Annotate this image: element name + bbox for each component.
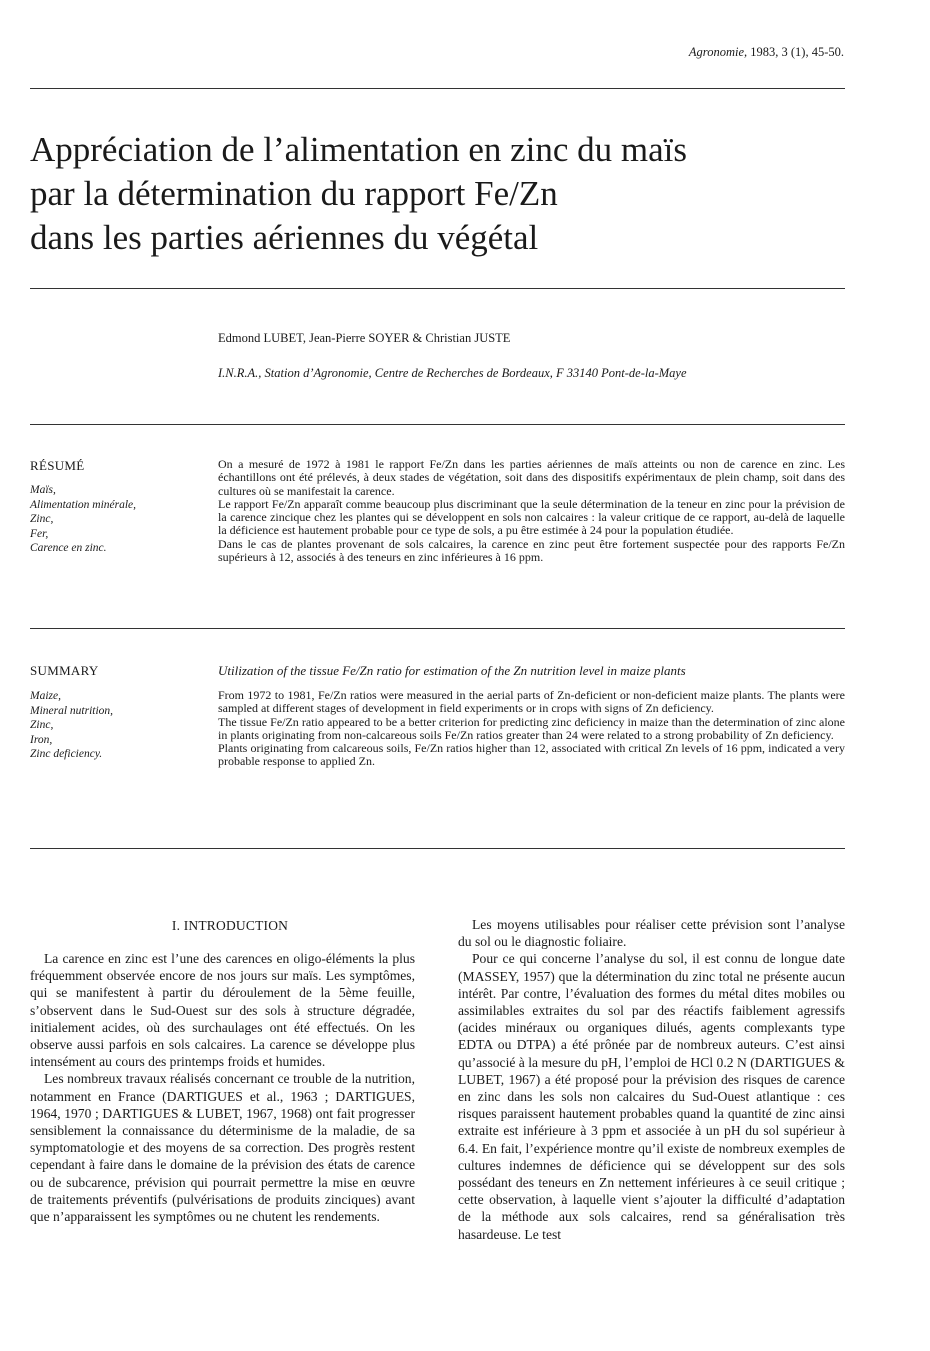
- journal-name: Agronomie,: [688, 45, 748, 59]
- summary-paragraph: From 1972 to 1981, Fe/Zn ratios were measured in the aerial parts of Zn-deficient or non-deficient maize plants. The plants were sampled at different stages of development in field experiments or in crops with signs of Zn deficiency.: [218, 688, 845, 716]
- intro-paragraph: Les moyens utilisables pour réaliser cette prévision sont l’analyse du sol ou le diagnostic foliaire.: [458, 917, 845, 950]
- keyword: Zinc,: [30, 513, 54, 525]
- resume-text: [218, 458, 845, 564]
- intro-paragraph: La carence en zinc est l’une des carences en oligo-éléments la plus fréquemment observée encore de nos jours sur maïs. Les symptômes, qui se manifestent à partir du déroulement de la 5ème feuille, s’observent dans le Sud-Ouest sur des sols à structure dégradée, initialement acides, où des surchaulages ont été effectués. On les observe aussi parfois en sols calcaires. La carence se développe plus intensément au cours des printemps froids et humides.: [30, 951, 415, 1070]
- intro-paragraph: Pour ce qui concerne l’analyse du sol, il est connu de longue date (MASSEY, 1957) que la détermination du zinc total ne présente aucun intérêt. Par contre, l’évaluation des formes du métal dites mobiles ou assimilables extraites du sol par des réactifs faiblement agressifs (acides minéraux ou organiques dilués, agents complexants type EDTA ou DTPA) a été prônée par de nombreux auteurs. C’est ainsi qu’associé à la mesure du pH, l’emploi de HCl 0.2 N (DARTIGUES & LUBET, 1967) a été proposé pour la prévision des risques de carence en zinc dans les sols non calcaires du Sud-Ouest atlantique : ces risques paraissent hautement probables quand la quantité de zinc ainsi extraite est inférieure à 3 ppm et associée à un pH du sol supérieur à 6.4. En fait, l’expérience montre qu’il existe de nombreux exemples de cultures indemnes de déficience qui se développent sur des sols possédant des teneurs en Zn nettement inférieures à ce seuil critique ; cette observation, à laquelle vient s’ajouter la difficulté d’adaptation de la méthode aux sols calcaires, rend sa généralisation très hasardeuse. Le test: [458, 951, 845, 1242]
- summary-paragraph: Plants originating from calcareous soils, Fe/Zn ratios higher than 12, associated with critical Zn levels of 16 ppm, indicated a very probable response to applied Zn.: [218, 741, 845, 769]
- resume-keywords: [30, 483, 210, 556]
- introduction-heading: I. INTRODUCTION: [171, 918, 289, 933]
- intro-paragraph: Les nombreux travaux réalisés concernant ce trouble de la nutrition, notamment en France (DARTIGUES et al., 1963 ; DARTIGUES, 1964, 1970 ; DARTIGUES & LUBET, 1967, 1968) ont fait progresser sensiblement la connaissance du déterminisme de la maladie, de sa symptomatologie et des moyens de sa correction. Des progrès restent cependant à faire dans le domaine de la prévision des états de carence ou de subcarence, prévision qui pourrait permettre la mise en œuvre de traitements préventifs (pulvérisations de produits zinciques) avant que n’apparaissent les symptômes ou ne chutent les rendements.: [30, 1071, 415, 1225]
- resume-rule: [30, 628, 845, 629]
- title-line: par la détermination du rapport Fe/Zn: [30, 174, 558, 213]
- resume-heading: RÉSUMÉ: [30, 458, 85, 473]
- keyword: Iron,: [30, 733, 53, 746]
- resume-paragraph: Dans le cas de plantes provenant de sols calcaires, la carence en zinc peut être fortement suspectée pour des rapports Fe/Zn supérieurs à 12, associés à des teneurs en zinc inférieures à 16 ppm.: [218, 536, 845, 565]
- keyword: Zinc,: [30, 719, 54, 731]
- summary-rule: [30, 848, 845, 849]
- journal-citation: [689, 45, 844, 60]
- summary-text: [218, 689, 845, 769]
- title-line: Appréciation de l’alimentation en zinc du maïs: [30, 130, 688, 169]
- article-title: [30, 128, 850, 260]
- summary-keywords: [30, 689, 210, 762]
- keyword: Carence en zinc.: [30, 542, 107, 554]
- keyword: Mineral nutrition,: [30, 704, 114, 717]
- title-line: dans les parties aériennes du végétal: [30, 218, 539, 257]
- resume-paragraph: On a mesuré de 1972 à 1981 le rapport Fe/Zn dans les parties aériennes de maïs atteints ou non de carence en zinc. Les échantillons ont été prélevés, à deux stades de végétation, soit dans des dispositifs expérimentaux de plein champ, soit dans des cultures où se manifestait la carence.: [218, 457, 845, 498]
- header-rule: [30, 88, 845, 89]
- intro-left-column: [30, 950, 415, 1225]
- resume-paragraph: Le rapport Fe/Zn apparaît comme beaucoup plus discriminant que la seule détermination de la teneur en zinc pour la prévision de la carence zincique chez les plantes qui se développent en sols non calcaires : la valeur critique de ce rapport, au-delà de laquelle la déficience est hautement probable pour ce type de sols, a pu être estimée à 24 pour la population étudiée.: [218, 496, 845, 538]
- intro-right-column: [458, 916, 845, 1243]
- title-rule: [30, 288, 845, 289]
- summary-title: Utilization of the tissue Fe/Zn ratio for estimation of the Zn nutrition level in maize plants: [218, 663, 686, 678]
- summary-heading: SUMMARY: [30, 663, 99, 678]
- keyword: Maize,: [30, 690, 61, 702]
- affiliation: I.N.R.A., Station d’Agronomie, Centre de Recherches de Bordeaux, F 33140 Pont-de-la-Maye: [218, 366, 687, 380]
- keyword: Maïs,: [30, 484, 56, 496]
- authors-rule: [30, 424, 845, 425]
- keyword: Zinc deficiency.: [30, 748, 103, 760]
- summary-paragraph: The tissue Fe/Zn ratio appeared to be a better criterion for predicting zinc deficiency in maize than the determination of zinc alone in plants originating from non-calcareous soils Fe/Zn ratios greater than 24 were related to a strong probability of Zn deficiency.: [218, 714, 845, 742]
- citation-details: 1983, 3 (1), 45-50.: [747, 45, 844, 59]
- authors: Edmond LUBET, Jean-Pierre SOYER & Christian JUSTE: [218, 331, 511, 345]
- keyword: Alimentation minérale,: [30, 498, 137, 511]
- keyword: Fer,: [30, 527, 49, 540]
